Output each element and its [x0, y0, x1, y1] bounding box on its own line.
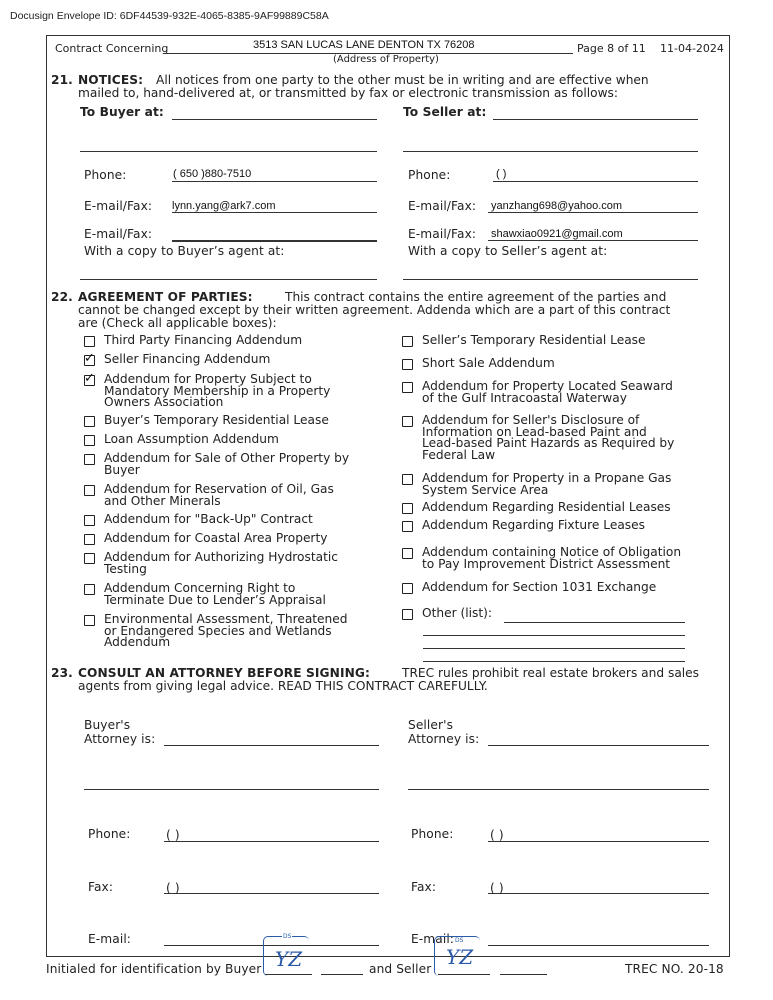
buyer-attorney-line[interactable]	[164, 745, 379, 746]
buyer-copy-label: With a copy to Buyer’s agent at:	[84, 244, 285, 258]
addendum-label: or Endangered Species and Wetlands	[104, 623, 332, 638]
seller-initials-signature: YZ	[446, 945, 474, 969]
addendum-checkbox[interactable]	[84, 534, 95, 545]
buyer-initials-line-2[interactable]	[321, 974, 363, 975]
buyer-attorney-fax-paren: ( )	[166, 881, 180, 895]
property-address[interactable]: 3513 SAN LUCAS LANE DENTON TX 76208	[253, 39, 475, 51]
seller-email-field[interactable]: yanzhang698@yahoo.com	[491, 200, 623, 212]
addendum-checkbox[interactable]	[402, 336, 413, 347]
notices-intro-2: mailed to, hand-delivered at, or transmitted by fax or electronic transmission as follows:	[78, 86, 618, 100]
other-list-line-2[interactable]	[423, 635, 685, 636]
addendum-label: Short Sale Addendum	[422, 356, 555, 370]
contract-concerning-label: Contract Concerning	[55, 42, 169, 55]
other-list-line-4[interactable]	[423, 661, 685, 662]
seller-attorney-phone-label: Phone:	[411, 827, 454, 841]
seller-attorney-email-label: E-mail:	[411, 932, 455, 946]
addendum-label: Addendum for Sale of Other Property by	[104, 451, 350, 465]
seller-address-line-2[interactable]	[403, 151, 698, 152]
seller-attorney-phone-line[interactable]	[488, 841, 709, 842]
other-list-line-3[interactable]	[423, 648, 685, 649]
buyer-address-line-1[interactable]	[172, 119, 377, 120]
agreement-intro-3: are (Check all applicable boxes):	[78, 316, 277, 330]
section-21-number: 21.	[51, 73, 73, 87]
addendum-label: Other (list):	[422, 606, 492, 620]
buyer-attorney-label-2: Attorney is:	[84, 732, 156, 746]
agreement-heading: AGREEMENT OF PARTIES:	[78, 290, 253, 304]
addendum-label: Terminate Due to Lender’s Appraisal	[104, 592, 326, 607]
addendum-label: Addendum for Property Subject to	[104, 372, 312, 386]
seller-attorney-fax-label: Fax:	[411, 880, 437, 894]
seller-email-field-2[interactable]: shawxiao0921@gmail.com	[491, 228, 623, 240]
seller-attorney-fax-line[interactable]	[488, 893, 709, 894]
seller-attorney-label-2: Attorney is:	[408, 732, 480, 746]
addendum-label: Addendum for Coastal Area Property	[104, 531, 328, 545]
buyer-attorney-address-line[interactable]	[84, 789, 379, 790]
buyer-attorney-phone-line[interactable]	[164, 841, 379, 842]
page-info: Page 8 of 11	[577, 42, 646, 55]
seller-email-line-2	[488, 240, 698, 241]
to-seller-label: To Seller at:	[403, 105, 487, 119]
notices-intro-1: All notices from one party to the other must be in writing and are effective when	[156, 73, 649, 87]
buyer-initials-signature: YZ	[275, 947, 303, 971]
addendum-label: Seller Financing Addendum	[104, 352, 271, 366]
address-caption: (Address of Property)	[333, 54, 439, 65]
addendum-checkbox[interactable]	[402, 548, 413, 559]
addendum-label: Addendum Regarding Residential Leases	[422, 500, 671, 514]
addendum-label: Addendum Regarding Fixture Leases	[422, 518, 645, 532]
addendum-label: Buyer’s Temporary Residential Lease	[104, 413, 329, 427]
addendum-label: Loan Assumption Addendum	[104, 432, 279, 446]
addendum-label: Environmental Assessment, Threatened	[104, 612, 348, 626]
addendum-checkbox[interactable]	[402, 359, 413, 370]
buyer-email-field[interactable]: lynn.yang@ark7.com	[172, 200, 276, 212]
addendum-checkbox[interactable]	[84, 454, 95, 465]
addendum-label: Addendum for Property Located Seaward	[422, 379, 673, 393]
buyer-attorney-label-1: Buyer's	[84, 718, 131, 732]
addendum-label: Addendum for Section 1031 Exchange	[422, 580, 657, 594]
other-list-line-1[interactable]	[504, 622, 685, 623]
addendum-label: Lead-based Paint Hazards as Required by	[422, 436, 675, 450]
seller-initials-line-2[interactable]	[500, 974, 547, 975]
buyer-attorney-phone-label: Phone:	[88, 827, 131, 841]
envelope-id: Docusign Envelope ID: 6DF44539-932E-4065-8385-9AF99889C58A	[10, 10, 329, 22]
buyer-attorney-phone-paren: ( )	[166, 828, 180, 842]
form-number: TREC NO. 20-18	[625, 962, 724, 976]
attorney-intro-2: agents from giving legal advice. READ THIS CONTRACT CAREFULLY.	[78, 679, 488, 693]
addendum-checkbox[interactable]	[84, 371, 95, 386]
addendum-checkbox[interactable]	[84, 416, 95, 427]
addendum-label: Information on Lead-based Paint and	[422, 424, 647, 439]
seller-attorney-fax-paren: ( )	[490, 881, 504, 895]
addendum-label: Seller’s Temporary Residential Lease	[422, 333, 646, 347]
agreement-intro-1: This contract contains the entire agreement of the parties and	[285, 290, 667, 304]
initialed-label: Initialed for identification by Buyer	[46, 962, 262, 976]
addendum-label: Addendum	[104, 635, 171, 649]
addendum-label: Addendum for "Back-Up" Contract	[104, 512, 313, 526]
addendum-label: Addendum containing Notice of Obligation	[422, 545, 682, 559]
addendum-checkbox[interactable]	[84, 615, 95, 626]
addendum-label: Third Party Financing Addendum	[104, 333, 303, 347]
addendum-label: System Service Area	[422, 482, 549, 497]
checkmark-icon: ✓	[84, 371, 95, 386]
buyer-phone-line	[172, 181, 377, 182]
seller-phone-field[interactable]: ( )	[496, 168, 507, 180]
addendum-checkbox[interactable]	[84, 435, 95, 446]
section-22-number: 22.	[51, 290, 73, 304]
attorney-heading: CONSULT AN ATTORNEY BEFORE SIGNING:	[78, 666, 370, 680]
seller-agent-line[interactable]	[403, 279, 698, 280]
addendum-label: Owners Association	[104, 395, 224, 409]
seller-attorney-email-line[interactable]	[488, 945, 709, 946]
seller-address-line-1[interactable]	[493, 119, 698, 120]
attorney-intro-1: TREC rules prohibit real estate brokers and sales	[402, 666, 700, 680]
addendum-label: Federal Law	[422, 447, 496, 462]
buyer-attorney-fax-label: Fax:	[88, 880, 114, 894]
checkmark-icon: ✓	[84, 351, 95, 366]
addendum-checkbox[interactable]	[402, 503, 413, 514]
addendum-checkbox[interactable]	[402, 382, 413, 393]
buyer-phone-label: Phone:	[84, 168, 127, 182]
seller-copy-label: With a copy to Seller’s agent at:	[408, 244, 608, 258]
seller-ds-label: DS	[455, 937, 464, 944]
seller-email-line	[488, 212, 698, 213]
buyer-ds-label: DS	[283, 933, 292, 940]
seller-attorney-phone-paren: ( )	[490, 828, 504, 842]
addendum-label: Testing	[104, 561, 147, 576]
addendum-label: Addendum for Reservation of Oil, Gas	[104, 482, 334, 496]
addendum-label: Buyer	[104, 462, 140, 477]
buyer-address-line-2[interactable]	[80, 151, 377, 152]
addendum-checkbox[interactable]	[402, 474, 413, 485]
buyer-phone-field[interactable]: ( 650 )880-7510	[173, 168, 252, 180]
addendum-checkbox[interactable]	[84, 485, 95, 496]
to-buyer-label: To Buyer at:	[80, 105, 164, 119]
addendum-label: to Pay Improvement District Assessment	[422, 556, 671, 571]
notices-heading: NOTICES:	[78, 73, 144, 87]
seller-email-label: E-mail/Fax:	[408, 199, 477, 213]
addendum-checkbox[interactable]	[84, 584, 95, 595]
seller-attorney-address-line[interactable]	[408, 789, 709, 790]
buyer-email-line	[172, 212, 377, 213]
seller-phone-line	[493, 181, 698, 182]
addendum-label: Addendum for Authorizing Hydrostatic	[104, 550, 338, 564]
buyer-agent-line[interactable]	[80, 279, 377, 280]
buyer-email-line-2	[172, 240, 377, 242]
addendum-label: and Other Minerals	[104, 493, 221, 508]
addendum-checkbox[interactable]	[402, 583, 413, 594]
buyer-attorney-fax-line[interactable]	[164, 893, 379, 894]
buyer-email-label-2: E-mail/Fax:	[84, 227, 153, 241]
buyer-email-label: E-mail/Fax:	[84, 199, 153, 213]
seller-attorney-label-1: Seller's	[408, 718, 454, 732]
seller-attorney-line[interactable]	[488, 745, 709, 746]
buyer-attorney-email-label: E-mail:	[88, 932, 132, 946]
agreement-intro-2: cannot be changed except by their written agreement. Addenda which are a part of this contract	[78, 303, 671, 317]
addendum-checkbox[interactable]	[402, 609, 413, 620]
addendum-label: Addendum Concerning Right to	[104, 581, 296, 595]
addendum-checkbox[interactable]	[84, 351, 95, 366]
addendum-checkbox[interactable]	[402, 416, 413, 427]
section-23-number: 23.	[51, 666, 73, 680]
seller-phone-label: Phone:	[408, 168, 451, 182]
addendum-label: Addendum for Property in a Propane Gas	[422, 471, 672, 485]
addendum-checkbox[interactable]	[84, 553, 95, 564]
addendum-checkbox[interactable]	[84, 515, 95, 526]
seller-email-label-2: E-mail/Fax:	[408, 227, 477, 241]
addendum-label: of the Gulf Intracoastal Waterway	[422, 390, 627, 405]
addendum-checkbox[interactable]	[402, 521, 413, 532]
addendum-checkbox[interactable]	[84, 336, 95, 347]
addendum-label: Addendum for Seller's Disclosure of	[422, 413, 640, 427]
and-seller-label: and Seller	[369, 962, 432, 976]
form-date: 11-04-2024	[660, 42, 724, 55]
addendum-label: Mandatory Membership in a Property	[104, 383, 331, 398]
